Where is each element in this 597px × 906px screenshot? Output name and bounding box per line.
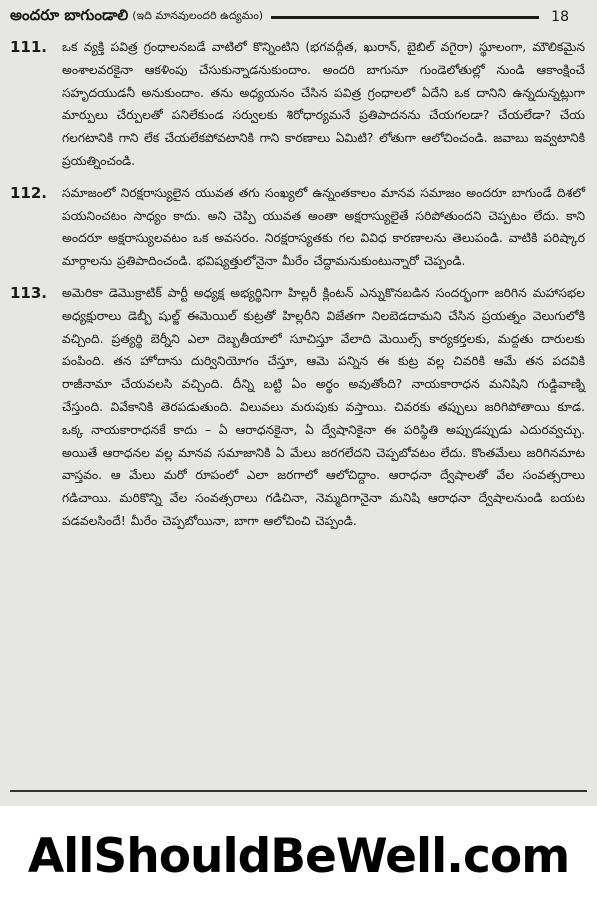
question-number: 112. (10, 183, 48, 202)
question-113 (10, 282, 585, 533)
page-number: 18 (551, 9, 569, 25)
site-name: AllShouldBeWell.com (27, 828, 570, 884)
site-banner (0, 806, 597, 906)
header-title: అందరూ బాగుండాలి (10, 6, 129, 24)
question-list (10, 36, 585, 542)
question-text: ఒక వ్యక్తి పవిత్ర గ్రంధాలనబడే వాటిలో కొన్నింటిని (భగవద్గీత, ఖురాన్, బైబిల్ వగైరా) స్థూలంగా, మౌలికమైన అంశాలవరకైనా ఆకళింపు చేసుకున్నాడనుకుందాం. అందరి బాగునూ గుండెలోతుల్లో నుండి ఆకాంక్షించే సహృదయుడనీ అనుకుందాం. తను అధ్యయనం చేసిన పవిత్ర గ్రంధాలలో ఏదేని ఒక దానిని ఉన్నదున్నట్లుగా మార్పులు చేర్పులతో పనిలేకుండ సర్వులకు శిరోధార్యమనే ప్రతిపాదనను చేయగలడా? చేయలేడా? చేయ గలగటానికి గాని లేక చేయలేకపోవటానికి గాని కారణాలు ఏమిటి? లోతుగా ఆలోచించండి. జవాబు ఇవ్వటానికి ప్రయత్నించండి. (62, 40, 585, 168)
question-number: 113. (10, 283, 48, 302)
question-text: సమాజంలో నిరక్షరాస్యులైన యువత తగు సంఖ్యలో ఉన్నంతకాలం మానవ సమాజం అందరూ బాగుండే దిశలో పయనించటం సాధ్యం కాదు. అని చెప్పి యువత అంతా అక్షరాస్యులైతే సరిపోతుందని చెప్పటం లేదు. కాని అందరూ అక్షరాస్యులవటం ఒక అవసరం. నిరక్షరాస్యతకు గల వివిధ కారణాలను తెలుపండి. వాటికి పరిష్కార మార్గాలను ప్రతిపాదించండి. భవిష్యత్తులోనైనా మీరేం చేద్దామనుకుంటున్నారో చెప్పండి. (62, 185, 585, 269)
question-112 (10, 182, 585, 273)
question-text: అమెరికా డెమొక్రాటిక్ పార్టీ అధ్యక్ష అభ్యర్థినిగా హిల్లరీ క్లింటన్ ఎన్నుకొనబడిన సందర్భంగా జరిగిన మహాసభల అధ్యక్షురాలు డెబ్బీ షుల్జ్ ఈమెయిల్ కుట్రతో హిల్లరీని విజేతగా నిలబెడదామని చేసిన ప్రయత్నం వెలుగులోకి వచ్చింది. ప్రత్యర్థి బెర్నీని ఎలా దెబ్బతీయాలో సూచిస్తూ వేలాది మెయిల్స్ కార్యకర్తలకు, మద్దతు దారులకు పంపింది. తన హోదాను దుర్వినియోగం చేస్తూ, ఆమె పన్నిన ఈ కుట్ర వల్ల చివరికి ఆమే తన పదవికి రాజీనామా చేయవలసి వచ్చింది. దీన్ని బట్టి ఏం అర్థం అవుతోంది? నాయకారాధన మనిషిని గుడ్డివాణ్ని చేస్తుంది. వివేకానికి తెరపడుతుంది. విలువలు మరుపుకు వస్తాయి. చివరకు తప్పులు జరిగిపోతాయి కూడ. ఒక్క నాయకారాధనకే కాదు – ఏ ఆరాధనకైనా, ఏ ద్వేషానికైనా ఈ పరిస్థితి అప్పుడప్పుడు ఎదురవ్వచ్చు. అయితే ఆరాధనల వల్ల మానవ సమాజానికి ఏ మేలు జరగలేదని చెప్పబోవటం లేదు. కొంతమేలు జరిగినమాట వాస్తవం. ఆ మేలు మరో రూపంలో ఎలా జరగాలో ఆలోచిద్దాం. ఆరాధనా ద్వేషాలతో వేల సంవత్సరాలు గడిచాయి. మరికొన్ని వేల సంవత్సరాలు గడిచినా, నెమ్మదిగానైనా మనిషి ఆరాధనా ద్వేషాలనుండి బయట పడవలసిందే! మీరేం చెప్పబోయినా, బాగా ఆలోచించి చెప్పండి. (62, 285, 585, 528)
header-rule (271, 16, 539, 19)
page-header (10, 4, 587, 30)
question-111 (10, 36, 585, 173)
question-number: 111. (10, 38, 48, 56)
bottom-rule (10, 790, 587, 792)
header-subtitle: (ఇది మానవులందరి ఉద్యమం) (132, 9, 264, 22)
